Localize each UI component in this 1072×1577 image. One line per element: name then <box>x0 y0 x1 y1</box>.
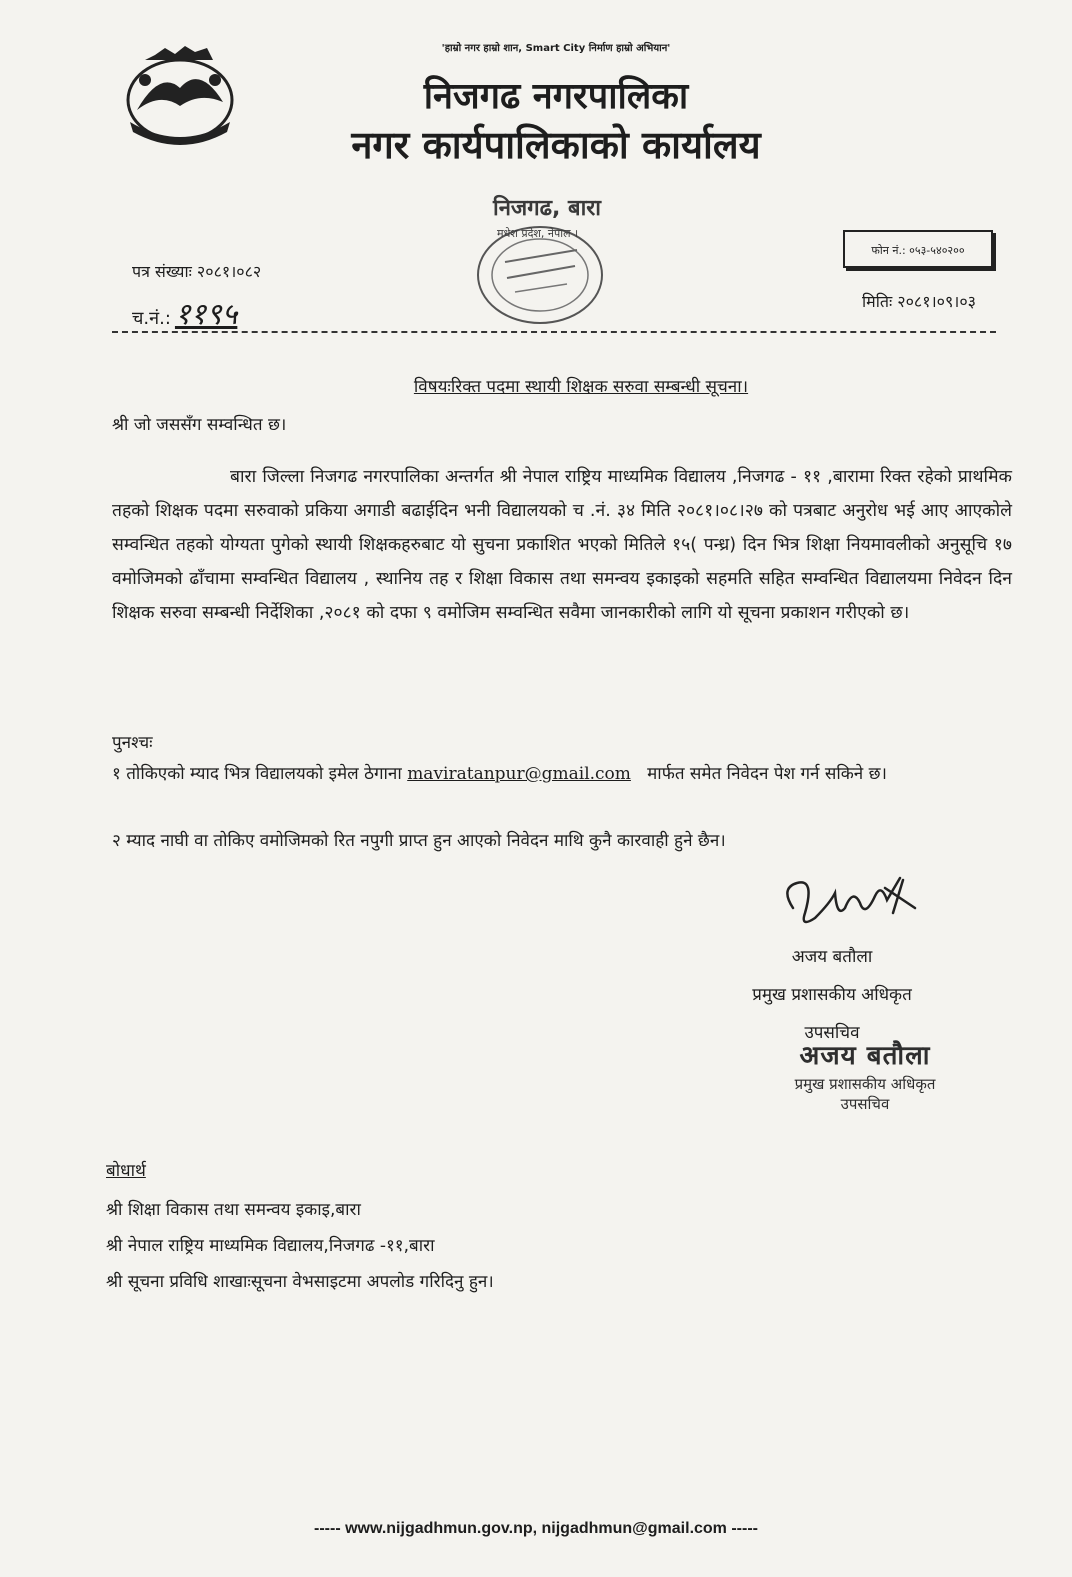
cc-heading: बोधार्थ <box>106 1161 146 1181</box>
signatory-block <box>702 938 962 1052</box>
stamp-place: निजगढ, बारा <box>493 196 601 221</box>
dispatch-number-label: च.नं.: <box>132 308 171 329</box>
subject-text: विषयःरिक्त पदमा स्थायी शिक्षक सरुवा सम्बन्धी सूचना। <box>413 377 749 397</box>
stamp-name: अजय बतौला <box>799 1041 931 1071</box>
subject-line <box>0 374 1072 397</box>
school-email-link[interactable]: maviratanpur@gmail.com <box>407 764 631 784</box>
cc-list <box>106 1192 494 1300</box>
header-divider <box>112 331 996 333</box>
letter-date: मितिः २०८१।०९।०३ <box>862 292 976 311</box>
handwritten-signature-icon <box>775 868 935 938</box>
signatory-rank: उपसचिव <box>804 1023 860 1043</box>
cc-item: श्री नेपाल राष्ट्रिय माध्यमिक विद्यालय,निजगढ -११,बारा <box>106 1236 435 1256</box>
signatory-stamp <box>740 1036 990 1114</box>
signatory-title: प्रमुख प्रशासकीय अधिकृत <box>752 985 912 1005</box>
slogan: 'हाम्रो नगर हाम्रो शान, Smart City निर्माण हाम्रो अभियान' <box>441 43 671 54</box>
dispatch-number-row <box>132 292 237 333</box>
stamp-title: प्रमुख प्रशासकीय अधिकृत <box>794 1075 936 1093</box>
office-name: नगर कार्यपालिकाको कार्यालय <box>351 123 761 167</box>
stamp-province: मधेश प्रदेश, नेपाल । <box>497 227 579 240</box>
postscript-item-1 <box>112 756 992 792</box>
dispatch-number: ११९५ <box>174 297 238 332</box>
cc-item: श्री शिक्षा विकास तथा समन्वय इकाइ,बारा <box>106 1200 361 1220</box>
postscript-heading: पुनश्चः <box>112 733 153 753</box>
salutation: श्री जो जससँग सम्वन्धित छ। <box>112 415 287 435</box>
postscript-item-2: २ म्याद नाघी वा तोकिए वमोजिमको रित नपुगी प्राप्त हुन आएको निवेदन माथि कुनै कारवाही हुने छैन। <box>112 831 726 851</box>
phone-box: फोन नं.: ०५३-५४०२०० <box>843 230 993 268</box>
stamp-rank: उपसचिव <box>840 1095 890 1113</box>
signatory-name: अजय बतौला <box>791 947 873 967</box>
postscript-item-1-after: मार्फत समेत निवेदन पेश गर्न सकिने छ। <box>647 764 887 784</box>
letter-number: पत्र संख्याः २०८१।०८२ <box>132 262 262 281</box>
body-paragraph <box>112 460 1012 630</box>
cc-item: श्री सूचना प्रविधि शाखाःसूचना वेभसाइटमा अपलोड गरिदिनु हुन। <box>106 1272 494 1292</box>
footer-contact: ----- www.nijgadhmun.gov.np, nijgadhmun@gmail.com ----- <box>314 1520 758 1537</box>
postscript-item-1-before: १ तोकिएको म्याद भित्र विद्यालयको इमेल ठेगाना <box>112 764 402 784</box>
municipality-name: निजगढ नगरपालिका <box>423 76 689 117</box>
body-text: बारा जिल्ला निजगढ नगरपालिका अन्तर्गत श्री नेपाल राष्ट्रिय माध्यमिक विद्यालय ,निजगढ - ११ ,बारामा रिक्त रहेको प्राथमिक तहको शिक्षक पदमा सरुवाको प्रकिया अगाडी बढाईदिन भनी विद्यालयको च .नं. ३४ मिति २०८१।०८।२७ को पत्रबाट अनुरोध भई आए आएकोले सम्वन्धित तहको योग्यता पुगेको स्थायी शिक्षकहरुबाट यो सुचना प्रकाशित भएको मितिले १५( पन्ध्र) दिन भित्र शिक्षा नियमावलीको अनुसूचि १७ वमोजिमको ढाँचामा सम्वन्धित विद्यालय , स्थानिय तह र शिक्षा विकास तथा समन्वय इकाइको सहमति सहित सम्वन्धित विद्यालयमा निवेदन दिन शिक्षक सरुवा सम्बन्धी निर्देशिका ,२०८१ को दफा ९ वमोजिम सम्वन्धित सवैमा जानकारीको लागि यो सूचना प्रकाशन गरीएको छ। <box>112 467 1012 623</box>
office-stamp <box>445 180 635 330</box>
